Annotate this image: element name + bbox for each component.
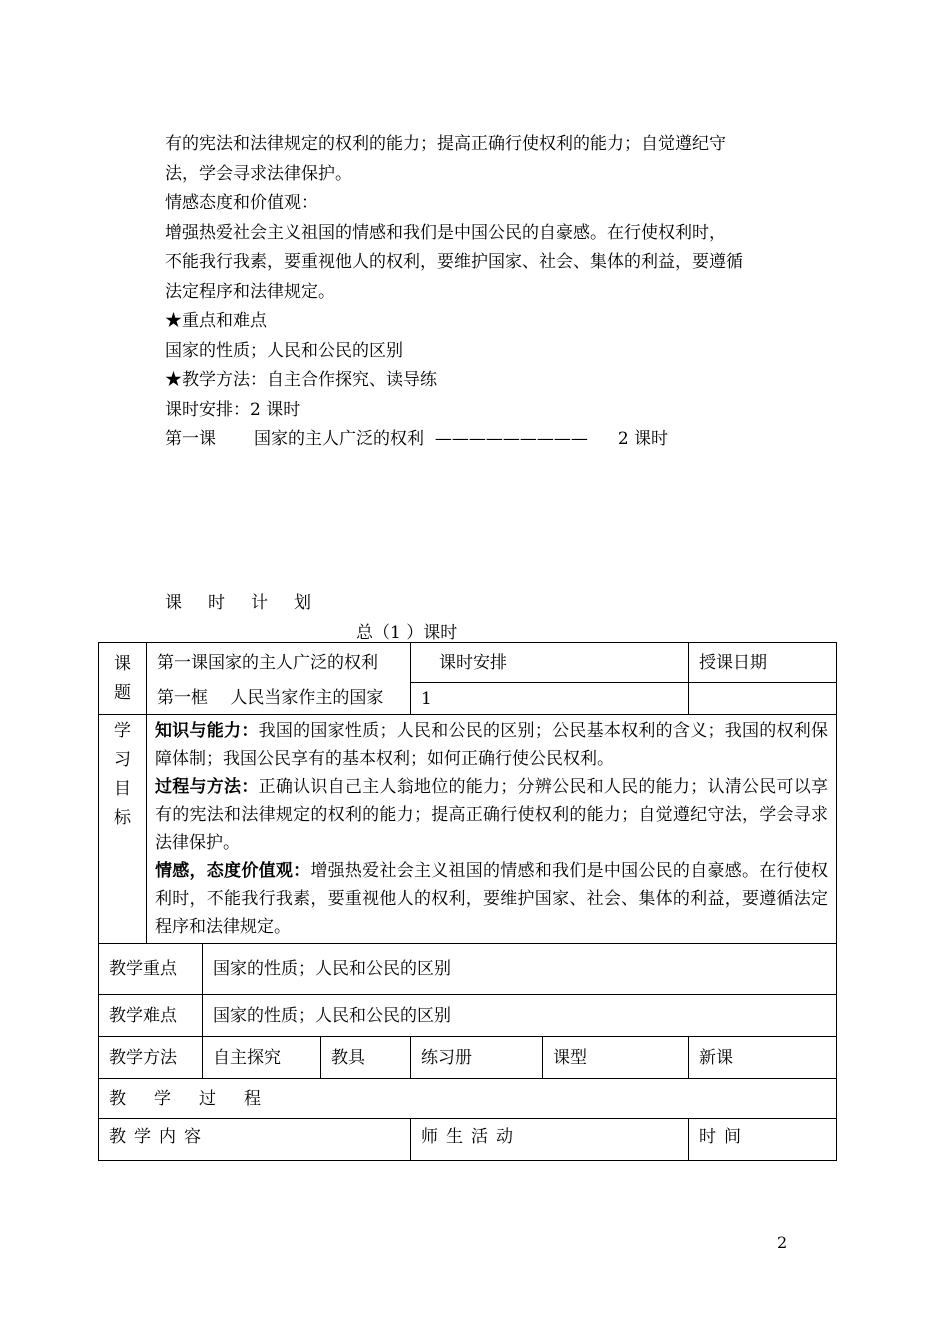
intro-line: 法，学会寻求法律保护。 xyxy=(165,163,352,184)
goal-process: 过程与方法：正确认识自己主人翁地位的能力；分辨公民和人民的能力；认清公民可以享有的宪法和法律规定的权利的能力；提高正确行使权利的能力；自觉遵纪守法，学会寻求法律保护。 xyxy=(155,777,829,853)
time-label: 时间 xyxy=(689,1119,837,1161)
topic-line1: 第一课国家的主人广泛的权利 xyxy=(147,643,411,683)
tool-value: 练习册 xyxy=(411,1037,543,1079)
type-label: 课型 xyxy=(543,1037,689,1079)
intro-line: ★教学方法：自主合作探究、读导练 xyxy=(165,370,437,390)
lesson-number: 第一课 xyxy=(165,429,216,449)
lesson-title: 国家的主人广泛的权利 xyxy=(254,429,424,449)
difficulty-label: 教学难点 xyxy=(99,995,203,1037)
method-value: 自主探究 xyxy=(203,1037,321,1079)
intro-line: 课时安排：2 课时 xyxy=(165,399,301,420)
intro-line: 国家的性质；人民和公民的区别 xyxy=(165,340,403,361)
type-value: 新课 xyxy=(689,1037,837,1079)
activity-label: 师生活动 xyxy=(411,1119,689,1161)
learning-goals xyxy=(147,715,837,944)
date-value xyxy=(689,683,837,715)
intro-line: 不能我行我素，要重视他人的权利，要维护国家、社会、集体的利益，要遵循 xyxy=(165,252,743,272)
goal-knowledge: 知识与能力：我国的国家性质；人民和公民的区别；公民基本权利的含义；我国的权利保障体制；我国公民享有的基本权利；如何正确行使公民权利。 xyxy=(155,721,829,769)
schedule-value: 1 xyxy=(411,683,689,715)
total-hours: 总（1 ）课时 xyxy=(356,623,458,643)
topic-line2: 第一框 人民当家作主的国家 xyxy=(147,683,411,715)
tool-label: 教具 xyxy=(321,1037,411,1079)
method-label: 教学方法 xyxy=(99,1037,203,1079)
goal-emotion: 情感，态度价值观：增强热爱社会主义祖国的情感和我们是中国公民的自豪感。在行使权利时，不能我行我素，要重视他人的权利，要维护国家、社会、集体的利益，要遵循法定程序和法律规定。 xyxy=(155,861,829,937)
intro-line: 情感态度和价值观： xyxy=(165,193,318,213)
plan-heading: 课时计划 xyxy=(165,593,337,613)
page-number: 2 xyxy=(777,1233,788,1252)
lesson-hours: 2 课时 xyxy=(617,429,669,449)
intro-line: 增强热爱社会主义祖国的情感和我们是中国公民的自豪感。在行使权利时， xyxy=(165,222,726,243)
lesson-plan-table xyxy=(98,642,837,1161)
schedule-label: 课时安排 xyxy=(411,643,689,683)
intro-text xyxy=(165,130,805,455)
topic-label: 课 题 xyxy=(99,643,147,715)
key-label: 教学重点 xyxy=(99,944,203,995)
intro-line: ★重点和难点 xyxy=(165,311,267,331)
difficulty-value: 国家的性质；人民和公民的区别 xyxy=(203,995,837,1037)
key-value: 国家的性质；人民和公民的区别 xyxy=(203,944,837,995)
intro-line: 法定程序和法律规定。 xyxy=(165,281,335,302)
date-label: 授课日期 xyxy=(689,643,837,683)
goals-label: 学 习 目 标 xyxy=(99,715,147,944)
intro-line: 有的宪法和法律规定的权利的能力；提高正确行使权利的能力；自觉遵纪守 xyxy=(165,134,726,154)
process-label: 教学过程 xyxy=(99,1079,837,1119)
lesson-dashes: ————————— xyxy=(434,429,588,449)
content-label: 教学内容 xyxy=(99,1119,411,1161)
lesson-line xyxy=(165,425,805,455)
